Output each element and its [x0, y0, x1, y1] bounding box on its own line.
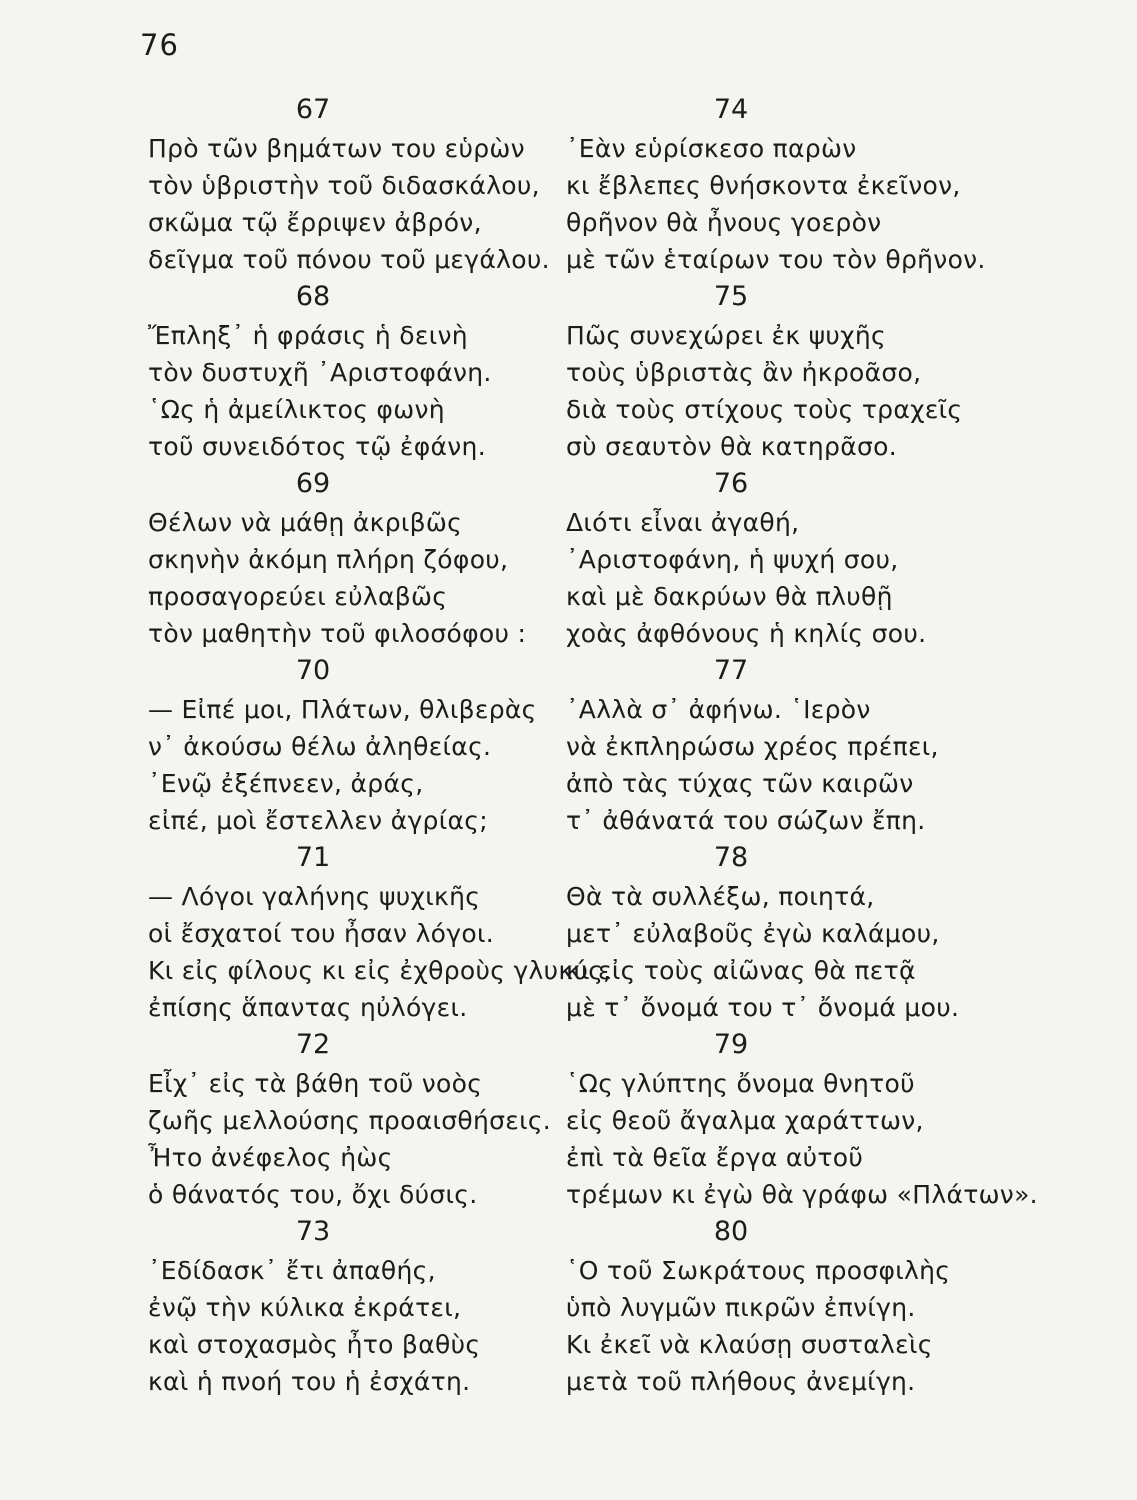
stanza — [566, 1212, 1036, 1399]
verse-line: μὲ τῶν ἑταίρων του τὸν θρῆνον. — [566, 245, 986, 274]
verse-line: ᾽Εὰν εὑρίσκεσο παρὼν — [566, 134, 857, 163]
verse-line: μετ᾽ εὐλαβοῦς ἐγὼ καλάμου, — [566, 919, 940, 948]
verse-line: τ᾽ ἀθάνατά του σώζων ἔπη. — [566, 806, 926, 835]
verse-line: σὺ σεαυτὸν θὰ κατηρᾶσο. — [566, 432, 897, 461]
verse-line: χοὰς ἀφθόνους ἡ κηλίς σου. — [566, 619, 927, 648]
verse-line: εἰπέ, μοὶ ἔστελλεν ἀγρίας; — [148, 806, 488, 835]
verse-line: ᾽Ενῷ ἐξέπνεεν, ἀράς, — [148, 769, 424, 798]
stanza-number: 70 — [295, 655, 331, 686]
verse-line: σκῶμα τῷ ἔρριψεν ἀβρόν, — [148, 208, 482, 237]
stanza-number: 79 — [713, 1029, 749, 1060]
right-column — [566, 90, 1036, 1399]
verse-line: τὸν μαθητὴν τοῦ φιλοσόφου : — [148, 619, 527, 648]
verse-line: ῾Ο τοῦ Σωκράτους προσφιλὴς — [566, 1256, 951, 1285]
verse-line: ἐπὶ τὰ θεῖα ἔργα αὐτοῦ — [566, 1143, 864, 1172]
stanza-number: 77 — [713, 655, 749, 686]
stanza — [148, 90, 588, 277]
verse-line: τὸν δυστυχῆ ᾽Αριστοφάνη. — [148, 358, 492, 387]
stanza — [566, 90, 1036, 277]
left-column — [148, 90, 612, 1399]
verse-line: τρέμων κι ἐγὼ θὰ γράφω «Πλάτων». — [566, 1180, 1038, 1209]
stanza — [566, 838, 1036, 1025]
verse-line: ᾽Εδίδασκ᾽ ἔτι ἀπαθής, — [148, 1256, 436, 1285]
verse-line: ἀπὸ τὰς τύχας τῶν καιρῶν — [566, 769, 914, 798]
verse-line: κι εἰς τοὺς αἰῶνας θὰ πετᾷ — [566, 956, 916, 985]
verse-line: ῾Ως ἡ ἀμείλικτος φωνὴ — [148, 395, 445, 424]
verse-line: καὶ στοχασμὸς ἦτο βαθὺς — [148, 1330, 481, 1359]
page-number: 76 — [140, 28, 179, 62]
stanza-number: 67 — [295, 94, 331, 125]
stanza-number: 68 — [295, 281, 331, 312]
verse-line: ἐπίσης ἅπαντας ηὐλόγει. — [148, 993, 468, 1022]
verse-line: κι ἔβλεπες θνήσκοντα ἐκεῖνον, — [566, 171, 961, 200]
verse-line: προσαγορεύει εὐλαβῶς — [148, 582, 448, 611]
verse-line: οἱ ἔσχατοί του ἦσαν λόγοι. — [148, 919, 494, 948]
verse-line: ᾽Αλλὰ σ᾽ ἀφήνω. ῾Ιερὸν — [566, 695, 871, 724]
stanza — [566, 1025, 1036, 1212]
verse-line: Ἦτο ἀνέφελος ἠὼς — [148, 1143, 393, 1172]
stanza — [148, 277, 588, 464]
stanza-number: 73 — [295, 1216, 331, 1247]
verse-line: καὶ ἡ πνοή του ἡ ἐσχάτη. — [148, 1367, 471, 1396]
stanza — [566, 277, 1036, 464]
verse-line: ῾Ως γλύπτης ὄνομα θνητοῦ — [566, 1069, 915, 1098]
stanza-number: 72 — [295, 1029, 331, 1060]
stanza — [148, 464, 588, 651]
verse-line: ᾽Αριστοφάνη, ἡ ψυχή σου, — [566, 545, 899, 574]
stanza-number: 69 — [295, 468, 331, 499]
stanza — [566, 651, 1036, 838]
verse-line: ὁ θάνατός του, ὄχι δύσις. — [148, 1180, 478, 1209]
verse-line: Πῶς συνεχώρει ἐκ ψυχῆς — [566, 321, 887, 350]
verse-line: εἰς θεοῦ ἄγαλμα χαράττων, — [566, 1106, 924, 1135]
verse-line: Διότι εἶναι ἀγαθή, — [566, 508, 800, 537]
verse-line: Κι εἰς φίλους κι εἰς ἐχθροὺς γλυκύς, — [148, 956, 612, 985]
stanza — [148, 1212, 588, 1399]
stanza-number: 80 — [713, 1216, 749, 1247]
verse-line: μετὰ τοῦ πλήθους ἀνεμίγη. — [566, 1367, 916, 1396]
verse-line: ὑπὸ λυγμῶν πικρῶν ἐπνίγη. — [566, 1293, 916, 1322]
verse-line: Θὰ τὰ συλλέξω, ποιητά, — [566, 882, 875, 911]
verse-line: σκηνὴν ἀκόμη πλήρη ζόφου, — [148, 545, 509, 574]
verse-line: Θέλων νὰ μάθῃ ἀκριβῶς — [148, 508, 463, 537]
verse-line: τοὺς ὑβριστὰς ἂν ἠκροᾶσο, — [566, 358, 922, 387]
verse-line: ζωῆς μελλούσης προαισθήσεις. — [148, 1106, 552, 1135]
stanza-number: 78 — [713, 842, 749, 873]
verse-line: — Εἰπέ μοι, Πλάτων, θλιβερὰς — [148, 695, 537, 724]
verse-line: καὶ μὲ δακρύων θὰ πλυθῇ — [566, 582, 893, 611]
verse-line: Πρὸ τῶν βημάτων του εὑρὼν — [148, 134, 525, 163]
verse-line: τοῦ συνειδότος τῷ ἐφάνη. — [148, 432, 486, 461]
verse-line: θρῆνον θὰ ἦνους γοερὸν — [566, 208, 882, 237]
verse-line: — Λόγοι γαλήνης ψυχικῆς — [148, 882, 481, 911]
verse-line: νὰ ἐκπληρώσω χρέος πρέπει, — [566, 732, 939, 761]
stanza — [148, 838, 612, 1025]
stanza — [148, 651, 588, 838]
verse-line: δεῖγμα τοῦ πόνου τοῦ μεγάλου. — [148, 245, 550, 274]
verse-line: διὰ τοὺς στίχους τοὺς τραχεῖς — [566, 395, 963, 424]
stanza-number: 75 — [713, 281, 749, 312]
stanza-number: 74 — [713, 94, 749, 125]
stanza — [566, 464, 1036, 651]
verse-line: μὲ τ᾽ ὄνομά του τ᾽ ὄνομά μου. — [566, 993, 960, 1022]
stanza — [148, 1025, 588, 1212]
verse-line: Κι ἐκεῖ νὰ κλαύσῃ συσταλεὶς — [566, 1330, 933, 1359]
stanza-number: 71 — [295, 842, 331, 873]
verse-line: ἐνῷ τὴν κύλικα ἐκράτει, — [148, 1293, 462, 1322]
stanza-number: 76 — [713, 468, 749, 499]
verse-line: τὸν ὑβριστὴν τοῦ διδασκάλου, — [148, 171, 540, 200]
verse-line: Εἶχ᾽ εἰς τὰ βάθη τοῦ νοὸς — [148, 1069, 483, 1098]
verse-line: ν᾽ ἀκούσω θέλω ἀληθείας. — [148, 732, 492, 761]
verse-line: Ἔπληξ᾽ ἡ φράσις ἡ δεινὴ — [148, 321, 468, 350]
